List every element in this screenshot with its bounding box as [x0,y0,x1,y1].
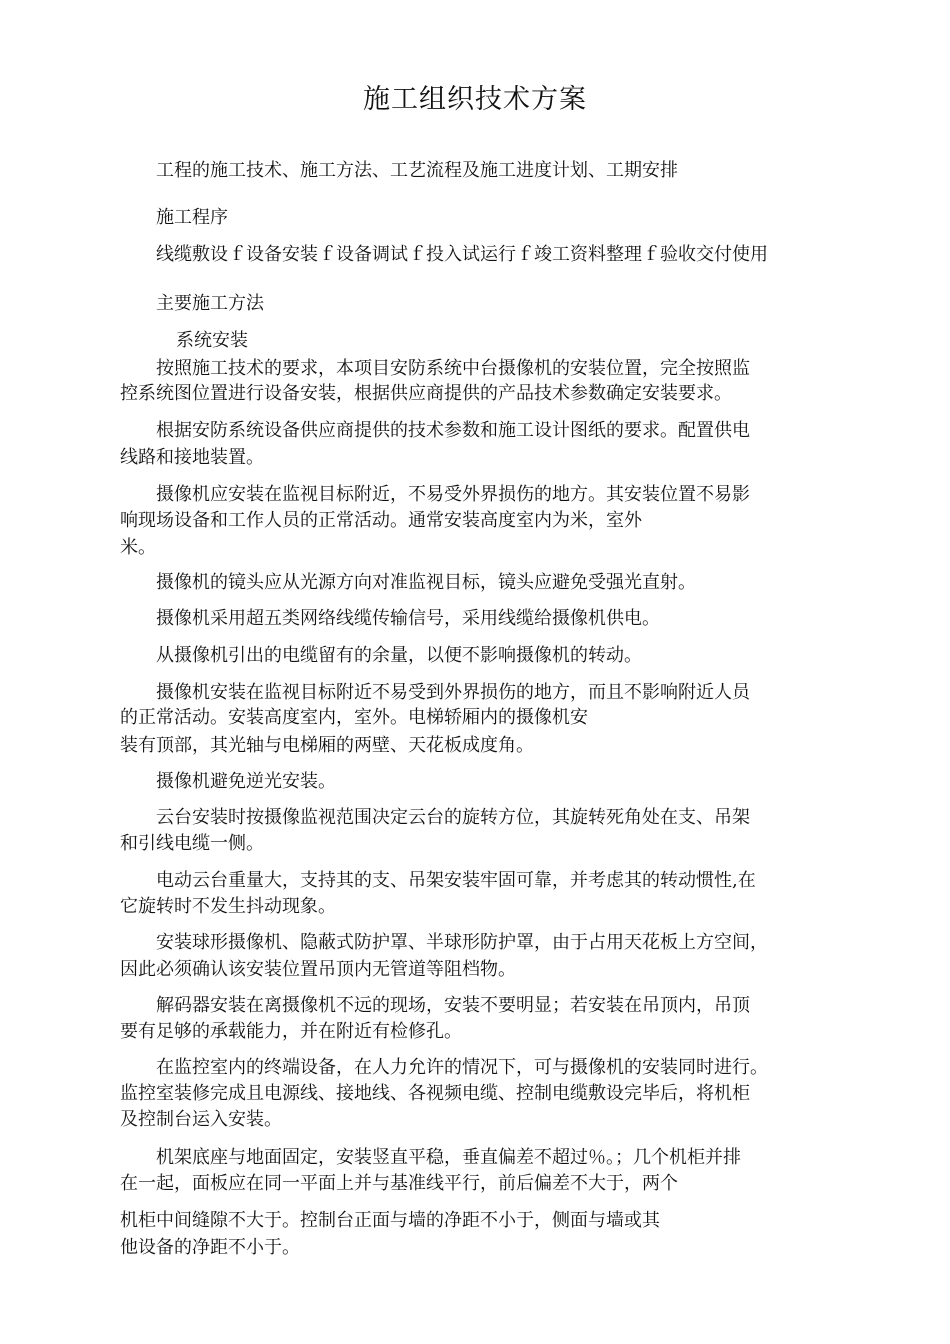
paragraph-line: 监控室装修完成且电源线、接地线、各视频电缆、控制电缆敷设完毕后，将机柜 [120,1083,750,1104]
paragraph-line: 线路和接地装置。 [120,447,264,468]
paragraph-line: 在监控室内的终端设备，在人力允许的情况下，可与摄像机的安装同时进行。 [156,1057,768,1078]
paragraph-line: 要有足够的承载能力，并在附近有检修孔。 [120,1021,462,1042]
paragraph-line: 安装球形摄像机、隐蔽式防护罩、半球形防护罩，由于占用天花板上方空间， [156,932,768,953]
paragraph-line: 从摄像机引出的电缆留有的余量，以便不影响摄像机的转动。 [156,645,642,666]
paragraph-line: 响现场设备和工作人员的正常活动。通常安装高度室内为米，室外 [120,510,642,531]
paragraph-line: 摄像机避免逆光安装。 [156,771,336,792]
paragraph-line: 摄像机应安装在监视目标附近，不易受外界损伤的地方。其安装位置不易影 [156,484,750,505]
paragraph-line: 控系统图位置进行设备安装，根据供应商提供的产品技术参数确定安装要求。 [120,383,732,404]
paragraph-line: 按照施工技术的要求，本项目安防系统中台摄像机的安装位置，完全按照监 [156,358,750,379]
section-heading: 主要施工方法 [156,293,264,314]
paragraph-line: 因此必须确认该安装位置吊顶内无管道等阻档物。 [120,959,516,980]
subsection-heading: 系统安装 [176,330,248,351]
paragraph-line: 机架底座与地面固定，安装竖直平稳，垂直偏差不超过％。；几个机柜并排 [156,1147,741,1168]
paragraph-line: 根据安防系统设备供应商提供的技术参数和施工设计图纸的要求。配置供电 [156,420,750,441]
paragraph-line: 摄像机采用超五类网络线缆传输信号，采用线缆给摄像机供电。 [156,608,660,629]
paragraph-line: 在一起，面板应在同一平面上并与基准线平行，前后偏差不大于，两个 [120,1173,678,1194]
paragraph-line: 他设备的净距不小于。 [120,1237,300,1258]
paragraph-line: 解码器安装在离摄像机不远的现场，安装不要明显；若安装在吊顶内，吊顶 [156,995,750,1016]
paragraph-line: 及控制台运入安装。 [120,1109,282,1130]
section-heading: 工程的施工技术、施工方法、工艺流程及施工进度计划、工期安排 [156,160,678,181]
section-heading: 施工程序 [156,207,228,228]
paragraph-line: 它旋转时不发生抖动现象。 [120,896,336,917]
paragraph-line: 摄像机的镜头应从光源方向对准监视目标，镜头应避免受强光直射。 [156,572,696,593]
paragraph-line: 米。 [120,537,156,558]
process-flow: 线缆敷设ｆ设备安装ｆ设备调试ｆ投入试运行ｆ竣工资料整理ｆ验收交付使用 [156,244,768,265]
paragraph-line: 机柜中间缝隙不大于。控制台正面与墙的净距不小于，侧面与墙或其 [120,1210,660,1231]
paragraph-line: 和引线电缆一侧。 [120,833,264,854]
paragraph-line: 装有顶部，其光轴与电梯厢的两壁、天花板成度角。 [120,735,534,756]
paragraph-line: 摄像机安装在监视目标附近不易受到外界损伤的地方，而且不影响附近人员 [156,682,750,703]
paragraph-line: 的正常活动。安装高度室内，室外。电梯轿厢内的摄像机安 [120,707,588,728]
paragraph-line: 电动云台重量大，支持其的支、吊架安装牢固可靠，并考虑其的转动惯性,在 [156,870,756,891]
document-title: 施工组织技术方案 [363,84,587,115]
paragraph-line: 云台安装时按摄像监视范围决定云台的旋转方位，其旋转死角处在支、吊架 [156,807,750,828]
